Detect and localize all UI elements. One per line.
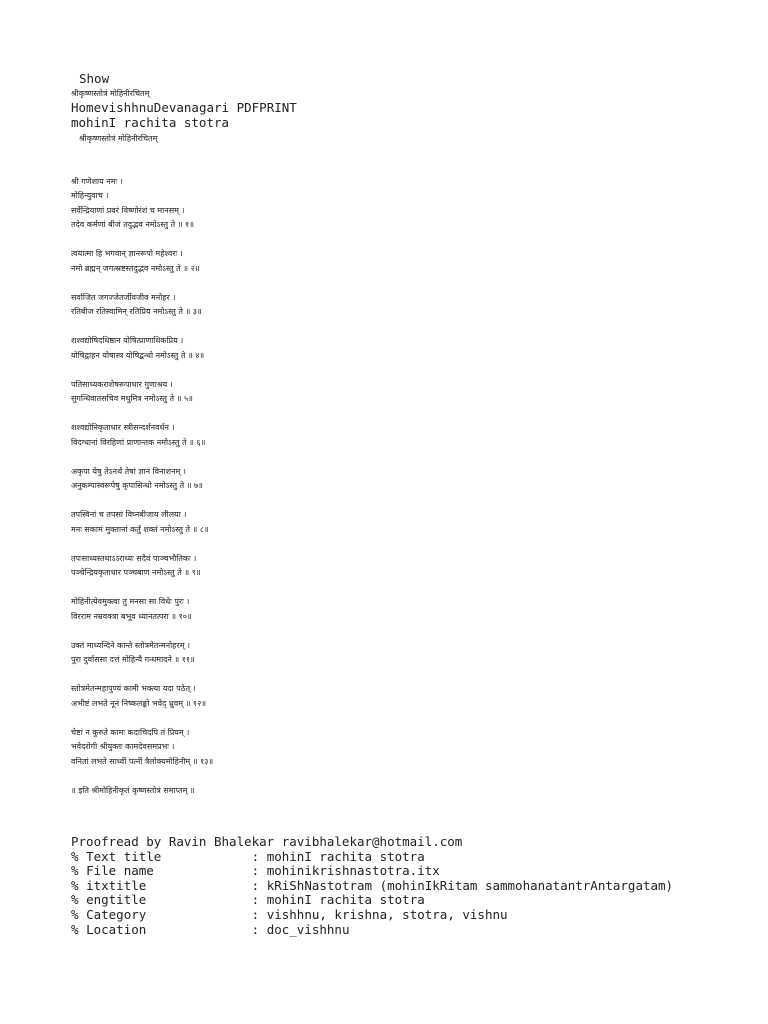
verse-line: पुरा दुर्वाससा दत्तं मोहिन्यै गन्धमादने ॥ ११॥ [71, 655, 195, 665]
page-title-transliterated: mohinI rachita stotra [71, 114, 230, 130]
metadata-value: vishhnu, krishna, stotra, vishnu [266, 906, 508, 922]
verse-line: शश्वद्योषिदधिष्ठान योषित्प्राणाधिकप्रिय । [71, 336, 184, 346]
nav-print-link[interactable]: PRINT [259, 100, 297, 116]
metadata-key: itxtitle [86, 877, 147, 893]
nav-category-link[interactable]: vishhnu [101, 100, 154, 116]
nav-script-link[interactable]: Devanagari [153, 100, 230, 116]
verse-line: रतिबीज रतिस्वामिन् रतिप्रिय नमोऽस्तु ते ॥ ३॥ [71, 307, 202, 317]
metadata-value: mohinI rachita stotra [266, 892, 425, 908]
verse-line: पञ्चेन्द्रियकृताधार पञ्चबाण नमोऽस्तु ते ॥ ९॥ [71, 568, 201, 578]
metadata-key: Location [86, 921, 147, 937]
verse-line: अकृपा येषु तेऽनर्थं तेषां ज्ञानं विनाशनम् । [71, 466, 186, 476]
metadata-row: % itxtitle : kRiShNastotram (mohinIkRitam sammohanatantrAntargatam) [71, 877, 674, 893]
stotra-text [71, 175, 761, 799]
metadata-key: engtitle [86, 892, 147, 908]
metadata-block [71, 835, 761, 937]
metadata-row: % engtitle : mohinI rachita stotra [71, 892, 425, 908]
metadata-value: kRiShNastotram (mohinIkRitam sammohanatantrAntargatam) [266, 877, 674, 893]
verse-block [71, 291, 761, 320]
verse-line: पतिसाध्यकराशेषरूपाधार गुणाश्रय । [71, 379, 173, 389]
verse-line: चेष्टां न कुरुते कामः कदाचिदपि तं प्रियम् । [71, 727, 190, 737]
verse-line: अनुकम्पास्वरूपेषु कृपासिन्धो नमोऽस्तु ते ॥ ७॥ [71, 481, 203, 491]
metadata-row: % Category : vishhnu, krishna, stotra, vishnu [71, 906, 508, 922]
verse-line: उक्तं माध्यन्दिने कान्ते स्तोत्रमेतन्मनोहरम् । [71, 640, 191, 650]
verse-block [71, 334, 761, 363]
proofread-credit: Proofread by Ravin Bhalekar ravibhalekar@hotmail.com [71, 834, 463, 849]
verse-line: विदग्धानां विरहिणां प्राणान्तक नमोऽस्तु ते ॥ ६॥ [71, 437, 206, 447]
opening-block [71, 175, 761, 233]
verse-line: श्री गणेशाय नमः । [71, 176, 123, 186]
verse-line: अभीष्टं लभते नूनं निष्कलङ्को भवेद् ध्रुवम् ॥ १२॥ [71, 698, 207, 708]
verse-line: वनितां लभते साध्वीं पत्नीं त्रैलोक्यमोहिनीम् ॥ १३॥ [71, 756, 214, 766]
show-toggle[interactable]: Show [79, 71, 110, 86]
verse-block [71, 378, 761, 407]
page-title-devanagari: श्रीकृष्णस्तोत्रं मोहिनीरचितम् [71, 88, 150, 98]
verse-line: योषिद्वाहन योषास्त्र योषिद्बन्धो नमोऽस्तु ते ॥ ४॥ [71, 350, 205, 360]
verse-block [71, 465, 761, 494]
nav-pdf-link[interactable]: PDF [236, 100, 260, 116]
verse-line: शश्वद्योनिकृताधार स्त्रीसन्दर्शनवर्धन । [71, 423, 175, 433]
metadata-key: File name [86, 863, 154, 879]
metadata-key: Text title [86, 848, 162, 864]
verse-line: तदेव कर्मणां बीजं तदुद्भव नमोऽस्तु ते ॥ १॥ [71, 220, 194, 230]
metadata-key: Category [86, 906, 147, 922]
metadata-row: % File name : mohinikrishnastotra.itx [71, 863, 440, 879]
metadata-value: doc_vishhnu [266, 921, 350, 937]
verse-line: भवेदरोगी श्रीयुक्तः कामदेवसमप्रभः । [71, 742, 175, 752]
verse-line: सर्वाजित जगज्जेतर्जीवजीव मनोहर । [71, 292, 176, 302]
nav-home-link[interactable]: Home [71, 100, 102, 116]
verse-line: तपःसाध्यस्तथाऽऽराध्यः सदैवं पाञ्चभौतिकः । [71, 553, 197, 563]
verse-line: नमो ब्रह्मन् जगत्स्रष्टस्तदुद्भव नमोऽस्तु ते ॥ २॥ [71, 263, 200, 273]
metadata-value: mohinikrishnastotra.itx [266, 863, 440, 879]
metadata-value: mohinI rachita stotra [266, 848, 425, 864]
document-page [71, 72, 761, 798]
verse-line: सर्वेन्द्रियाणां प्रवरं विष्णोरंशं च मानसम् । [71, 205, 185, 215]
closing-line: ॥ इति श्रीमोहिनीकृतं कृष्णस्तोत्रं समाप्तम् ॥ [71, 785, 195, 795]
verse-line: तपस्विनां च तपसां विघ्नबीजाय लीलया । [71, 510, 187, 520]
verse-block [71, 508, 761, 537]
verse-line: स्तोत्रमेतन्महापुण्यं कामी भक्त्या यदा पठेत् । [71, 684, 196, 694]
metadata-row: % Location : doc_vishhnu [71, 921, 350, 937]
verse-line: विरराम नम्रवक्त्रा बभूव ध्यानतत्परा ॥ १०॥ [71, 611, 192, 621]
verse-block [71, 552, 761, 581]
verse-line: मनः सकामं मुक्तानां कर्तुं शक्तं नमोऽस्तु ते ॥ ८॥ [71, 524, 209, 534]
verse-line: मोहिनीत्येवमुक्त्वा तु मनसा सा विधेः पुरः । [71, 597, 190, 607]
verse-block [71, 247, 761, 276]
verse-block [71, 421, 761, 450]
page-subtitle-devanagari: श्रीकृष्णस्तोत्रं मोहिनीरचितम् [79, 134, 158, 144]
verse-block [71, 639, 761, 668]
verse-line: त्वयात्मा हि भगवान् ज्ञानरूपो महेश्वरः । [71, 249, 183, 259]
metadata-row: % Text title : mohinI rachita stotra [71, 848, 425, 864]
verse-line: मोहिन्युवाच । [71, 191, 109, 201]
verse-block [71, 595, 761, 624]
verse-block [71, 682, 761, 711]
nav-bar [71, 101, 761, 116]
verse-line: सुगन्धिवातसचिव मधुमित्र नमोऽस्तु ते ॥ ५॥ [71, 394, 193, 404]
verse-block [71, 726, 761, 770]
